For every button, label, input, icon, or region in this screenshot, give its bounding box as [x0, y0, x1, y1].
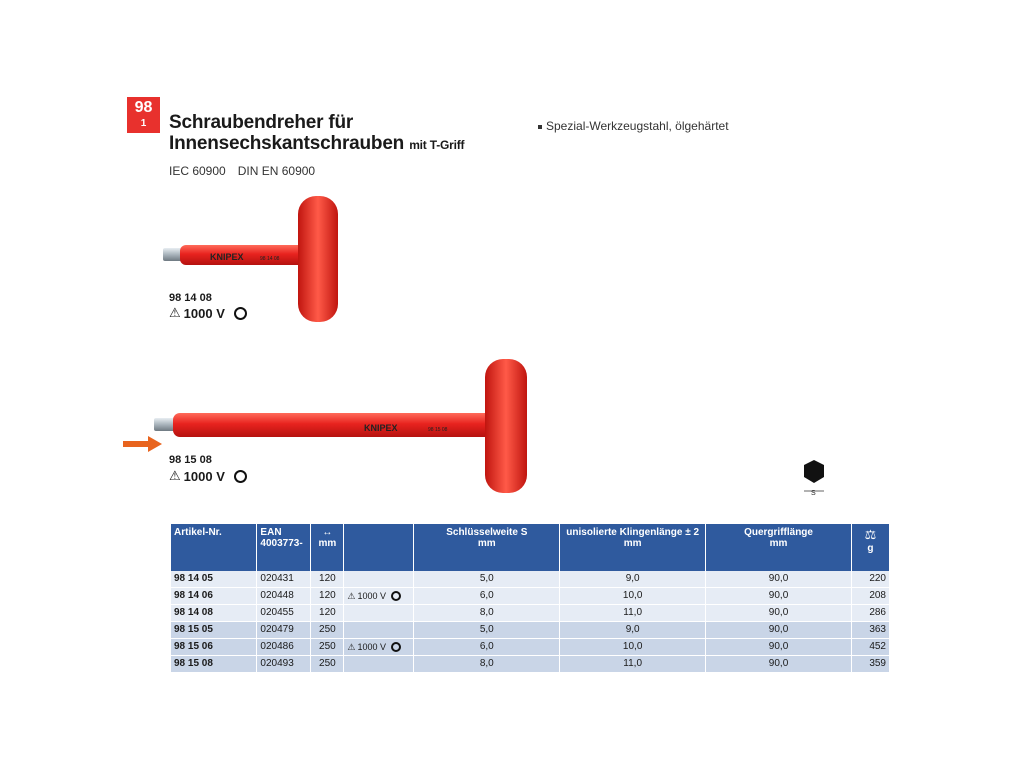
voltage-rating [347, 639, 410, 655]
cell-voltage [344, 571, 414, 588]
handle-label: Quergrifflänge [744, 527, 813, 538]
cell-voltage [344, 588, 414, 605]
cell-length: 120 [311, 588, 344, 605]
cell-article: 98 15 08 [171, 656, 257, 673]
handle-unit: mm [769, 538, 788, 549]
cell-article: 98 15 06 [171, 639, 257, 656]
cell-weight: 452 [851, 639, 889, 656]
voltage-value: 1000 V [357, 642, 386, 652]
cell-article: 98 14 08 [171, 605, 257, 622]
cell-blade: 9,0 [560, 622, 706, 639]
product-voltage-1 [169, 305, 247, 321]
cell-blade: 9,0 [560, 571, 706, 588]
blade-label: unisolierte Klingenlänge ± 2 [566, 527, 700, 538]
cell-key-width: 8,0 [414, 605, 560, 622]
cell-length: 120 [311, 605, 344, 622]
cell-voltage [344, 639, 414, 656]
cell-weight: 208 [851, 588, 889, 605]
cell-length: 250 [311, 622, 344, 639]
cell-article: 98 14 05 [171, 571, 257, 588]
col-handle [706, 524, 852, 571]
cell-handle: 90,0 [706, 588, 852, 605]
handle-code: 98 15 08 [428, 427, 448, 433]
weight-icon: ⚖ [864, 527, 877, 542]
table-header-row [171, 524, 890, 571]
cell-weight: 286 [851, 605, 889, 622]
cell-blade: 11,0 [560, 605, 706, 622]
key-width-unit: mm [477, 538, 496, 549]
cell-voltage [344, 605, 414, 622]
cell-weight: 363 [851, 622, 889, 639]
col-length [311, 524, 344, 571]
table-row [171, 588, 890, 605]
cell-ean: 020493 [257, 656, 311, 673]
bullet-icon [538, 125, 542, 129]
voltage-icon: ⚠ [347, 642, 356, 652]
cell-blade: 11,0 [560, 656, 706, 673]
voltage-icon: ⚠ [347, 591, 356, 601]
cell-key-width: 6,0 [414, 588, 560, 605]
arrow-icon [123, 436, 162, 452]
cell-length: 250 [311, 639, 344, 656]
col-blade [560, 524, 706, 571]
product-article-1: 98 14 08 [169, 292, 212, 304]
hex-label: S [811, 490, 816, 497]
cell-voltage [344, 656, 414, 673]
hexagon-icon [802, 459, 836, 499]
col-weight [851, 524, 889, 571]
cell-handle: 90,0 [706, 571, 852, 588]
cell-handle: 90,0 [706, 656, 852, 673]
col-article: Artikel-Nr. [171, 524, 257, 571]
badge-number: 98 [134, 99, 153, 116]
table-row [171, 571, 890, 588]
standard-iec: IEC 60900 [169, 164, 226, 178]
title-line-2: Innensechskantschrauben [169, 133, 405, 154]
cell-key-width: 5,0 [414, 571, 560, 588]
ring-icon [234, 307, 247, 320]
section-badge [127, 97, 160, 133]
voltage-value: 1000 V [183, 468, 225, 484]
table-row [171, 605, 890, 622]
cell-key-width: 6,0 [414, 639, 560, 656]
title-suffix: mit T-Griff [409, 138, 465, 152]
page-title [169, 112, 464, 156]
handle-brand: KNIPEX [364, 423, 398, 433]
col-key-width [414, 524, 560, 571]
feature-note [538, 119, 729, 133]
cell-blade: 10,0 [560, 588, 706, 605]
product-article-2: 98 15 08 [169, 454, 212, 466]
col-ean: EAN 4003773- [257, 524, 311, 571]
voltage-rating [347, 588, 410, 604]
blade-unit: mm [623, 538, 642, 549]
table-row [171, 622, 890, 639]
table-row [171, 656, 890, 673]
cell-handle: 90,0 [706, 622, 852, 639]
ring-icon [391, 591, 401, 601]
table-row [171, 639, 890, 656]
spec-table [171, 524, 890, 673]
standard-din: DIN EN 60900 [237, 164, 316, 178]
cell-handle: 90,0 [706, 605, 852, 622]
voltage-icon: ⚠ [169, 468, 181, 483]
title-line-1: Schraubendreher für [169, 112, 354, 133]
cell-article: 98 15 05 [171, 622, 257, 639]
t-handle [485, 359, 527, 493]
cell-length: 120 [311, 571, 344, 588]
badge-subnumber: 1 [140, 118, 147, 129]
voltage-value: 1000 V [357, 591, 386, 601]
key-width-label: Schlüsselweite S [446, 527, 528, 538]
ring-icon [391, 642, 401, 652]
handle-code: 98 14 08 [260, 256, 280, 262]
product-voltage-2 [169, 468, 247, 484]
length-icon: ↔ [322, 527, 333, 538]
cell-length: 250 [311, 656, 344, 673]
cell-handle: 90,0 [706, 639, 852, 656]
weight-unit: g [867, 543, 874, 554]
standards [169, 164, 315, 178]
cell-ean: 020486 [257, 639, 311, 656]
cell-weight: 220 [851, 571, 889, 588]
cell-ean: 020479 [257, 622, 311, 639]
voltage-icon: ⚠ [169, 305, 181, 320]
cell-blade: 10,0 [560, 639, 706, 656]
cell-voltage [344, 622, 414, 639]
shaft-insulation [173, 413, 493, 437]
cell-article: 98 14 06 [171, 588, 257, 605]
voltage-value: 1000 V [183, 305, 225, 321]
cell-ean: 020455 [257, 605, 311, 622]
ring-icon [234, 470, 247, 483]
t-handle [298, 196, 338, 322]
col-voltage [344, 524, 414, 571]
length-unit: mm [318, 538, 337, 549]
cell-key-width: 5,0 [414, 622, 560, 639]
feature-text: Spezial-Werkzeugstahl, ölgehärtet [546, 119, 729, 133]
cell-weight: 359 [851, 656, 889, 673]
cell-ean: 020431 [257, 571, 311, 588]
cell-key-width: 8,0 [414, 656, 560, 673]
cell-ean: 020448 [257, 588, 311, 605]
handle-brand: KNIPEX [210, 252, 244, 262]
